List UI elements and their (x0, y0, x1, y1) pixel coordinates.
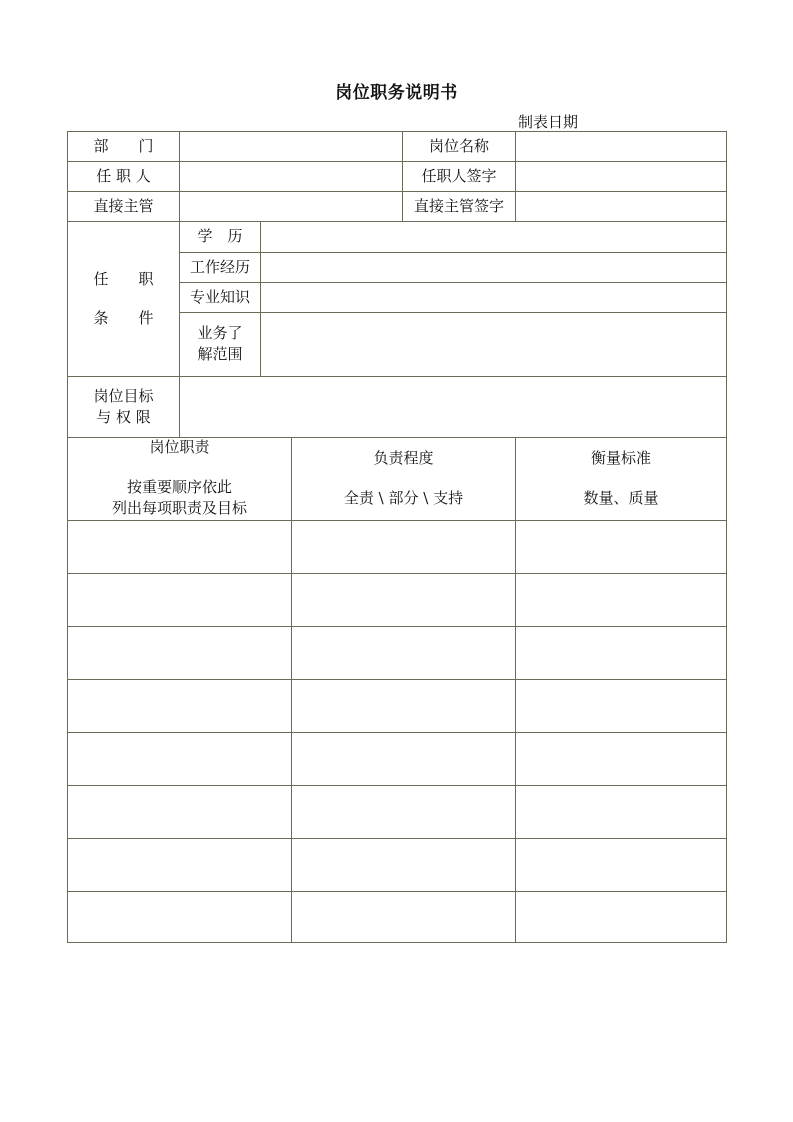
page-title: 岗位职务说明书 (335, 83, 458, 103)
responsibility-cell[interactable] (292, 839, 515, 891)
duty-cell[interactable] (68, 680, 291, 732)
position-name-field[interactable] (516, 131, 726, 161)
responsibility-cell[interactable] (292, 521, 515, 573)
business-scope-field[interactable] (261, 312, 725, 376)
measure-cell[interactable] (516, 627, 726, 679)
duty-cell[interactable] (68, 521, 291, 573)
responsibility-cell[interactable] (292, 574, 515, 626)
measure-col-header: 衡量标准 数量、质量 (583, 449, 659, 507)
responsibility-cell[interactable] (292, 627, 515, 679)
responsibility-col-header: 负责程度 全责 \ 部分 \ 支持 (343, 449, 464, 507)
duty-cell[interactable] (68, 786, 291, 838)
holder-signature-label: 任职人签字 (421, 166, 497, 185)
responsibility-cell[interactable] (292, 786, 515, 838)
measure-cell[interactable] (516, 680, 726, 732)
department-field[interactable] (180, 131, 402, 161)
education-field[interactable] (261, 221, 725, 252)
responsibility-cell[interactable] (292, 892, 515, 942)
grid-line-h (67, 942, 727, 943)
duty-col-header: 岗位职责 按重要顺序依此 列出每项职责及目标 (111, 438, 247, 517)
measure-cell[interactable] (516, 574, 726, 626)
duty-cell[interactable] (68, 892, 291, 942)
responsibility-cell[interactable] (292, 680, 515, 732)
supervisor-signature-label: 直接主管签字 (413, 196, 504, 215)
date-label: 制表日期 (518, 113, 579, 131)
responsibility-cell[interactable] (292, 733, 515, 785)
business-scope-label: 业务了 解范围 (197, 324, 243, 363)
experience-field[interactable] (261, 252, 725, 282)
measure-cell[interactable] (516, 892, 726, 942)
goals-label: 岗位目标 与 权 限 (93, 386, 154, 426)
duty-cell[interactable] (68, 733, 291, 785)
measure-cell[interactable] (516, 521, 726, 573)
holder-signature-field[interactable] (516, 161, 726, 191)
supervisor-signature-field[interactable] (516, 191, 726, 221)
knowledge-field[interactable] (261, 282, 725, 312)
department-label: 部 门 (93, 136, 154, 155)
experience-label: 工作经历 (189, 257, 250, 276)
education-label: 学 历 (197, 227, 243, 245)
measure-cell[interactable] (516, 733, 726, 785)
holder-field[interactable] (180, 161, 402, 191)
position-name-label: 岗位名称 (428, 136, 489, 155)
supervisor-label: 直接主管 (93, 196, 154, 215)
measure-cell[interactable] (516, 786, 726, 838)
measure-cell[interactable] (516, 839, 726, 891)
requirements-group-label: 任 职 条 件 (93, 269, 154, 327)
goals-field[interactable] (180, 376, 726, 437)
duty-cell[interactable] (68, 627, 291, 679)
duty-cell[interactable] (68, 839, 291, 891)
duty-cell[interactable] (68, 574, 291, 626)
knowledge-label: 专业知识 (189, 287, 250, 306)
supervisor-field[interactable] (180, 191, 402, 221)
holder-label: 任 职 人 (96, 166, 151, 185)
